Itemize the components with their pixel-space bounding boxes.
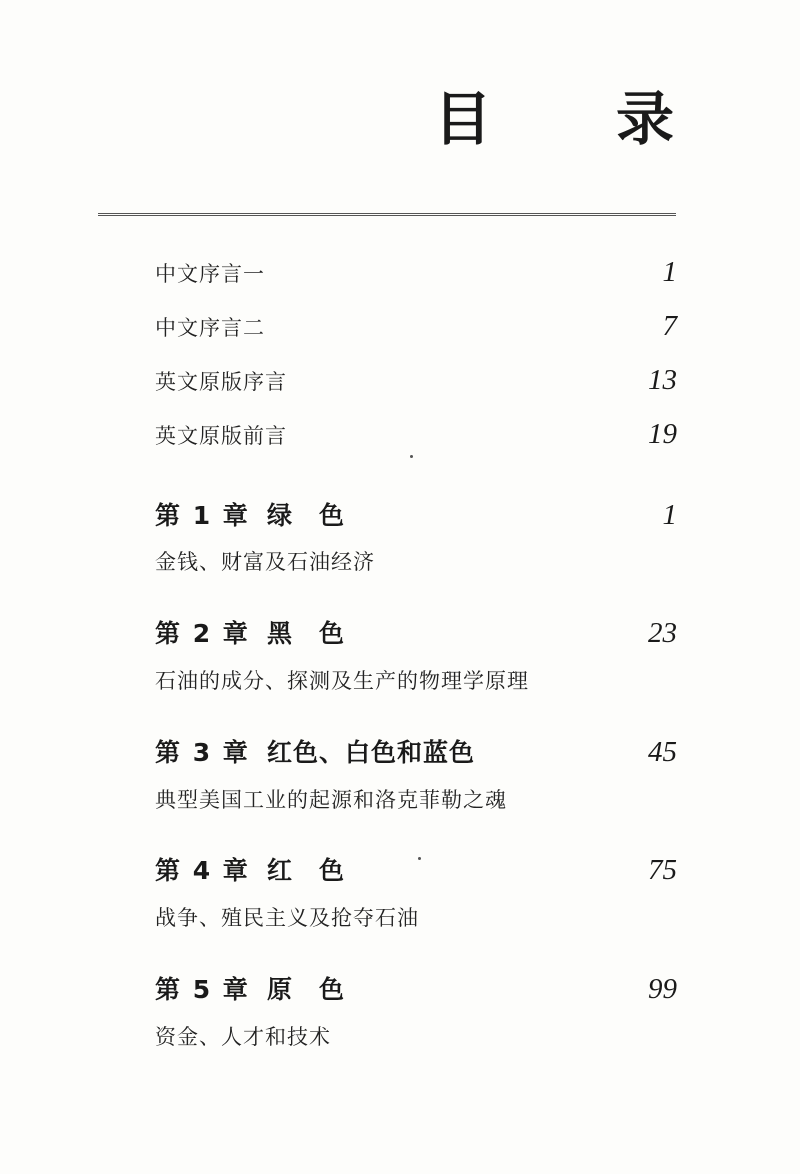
toc-entry-chapter-1[interactable] bbox=[155, 496, 677, 532]
toc-entry-preface-4[interactable] bbox=[155, 418, 677, 451]
toc-entry-label: 英文原版序言 bbox=[155, 370, 287, 394]
toc-entry-label: 英文原版前言 bbox=[155, 424, 287, 448]
chapter-number: 第 1 章 bbox=[155, 501, 250, 530]
chapter-title: 原 色 bbox=[267, 975, 346, 1004]
toc-entry-label: 中文序言二 bbox=[155, 316, 265, 340]
toc-entry-page: 1 bbox=[662, 499, 677, 531]
chapter-heading bbox=[155, 496, 345, 532]
chapter-heading bbox=[155, 733, 475, 769]
chapter-subtitle: 金钱、财富及石油经济 bbox=[155, 550, 375, 574]
chapter-heading bbox=[155, 614, 345, 650]
chapter-subtitle: 战争、殖民主义及抢夺石油 bbox=[155, 906, 419, 930]
toc-entry-page: 23 bbox=[648, 617, 677, 649]
toc-entry-chapter-5[interactable] bbox=[155, 970, 677, 1006]
chapter-title: 红 色 bbox=[267, 856, 346, 885]
toc-entry-preface-3[interactable] bbox=[155, 364, 677, 397]
toc-entry-chapter-3[interactable] bbox=[155, 733, 677, 769]
scan-speck bbox=[418, 857, 421, 860]
chapter-subtitle: 石油的成分、探测及生产的物理学原理 bbox=[155, 669, 529, 693]
toc-entry-page: 7 bbox=[662, 310, 677, 342]
toc-entry-page: 13 bbox=[648, 364, 677, 396]
chapter-title: 黑 色 bbox=[267, 619, 346, 648]
toc-entry-page: 1 bbox=[662, 256, 677, 288]
title-divider bbox=[98, 213, 676, 216]
toc-entry-chapter-2[interactable] bbox=[155, 614, 677, 650]
toc-entry-preface-1[interactable] bbox=[155, 256, 677, 289]
chapter-subtitle: 资金、人才和技术 bbox=[155, 1025, 331, 1049]
chapter-number: 第 4 章 bbox=[155, 856, 250, 885]
chapter-number: 第 3 章 bbox=[155, 738, 250, 767]
toc-entry-page: 45 bbox=[648, 736, 677, 768]
toc-entry-page: 19 bbox=[648, 418, 677, 450]
toc-entry-label: 中文序言一 bbox=[155, 262, 265, 286]
scan-speck bbox=[410, 455, 413, 458]
chapter-title: 绿 色 bbox=[267, 501, 346, 530]
toc-entry-page: 99 bbox=[648, 973, 677, 1005]
chapter-title: 红色、白色和蓝色 bbox=[267, 738, 476, 767]
chapter-number: 第 2 章 bbox=[155, 619, 250, 648]
chapter-number: 第 5 章 bbox=[155, 975, 250, 1004]
page-title: 目 录 bbox=[433, 85, 726, 153]
chapter-subtitle: 典型美国工业的起源和洛克菲勒之魂 bbox=[155, 788, 507, 812]
chapter-heading bbox=[155, 970, 345, 1006]
toc-entry-chapter-4[interactable] bbox=[155, 851, 677, 887]
chapter-heading bbox=[155, 851, 345, 887]
toc-entry-preface-2[interactable] bbox=[155, 310, 677, 343]
toc-entry-page: 75 bbox=[648, 854, 677, 886]
